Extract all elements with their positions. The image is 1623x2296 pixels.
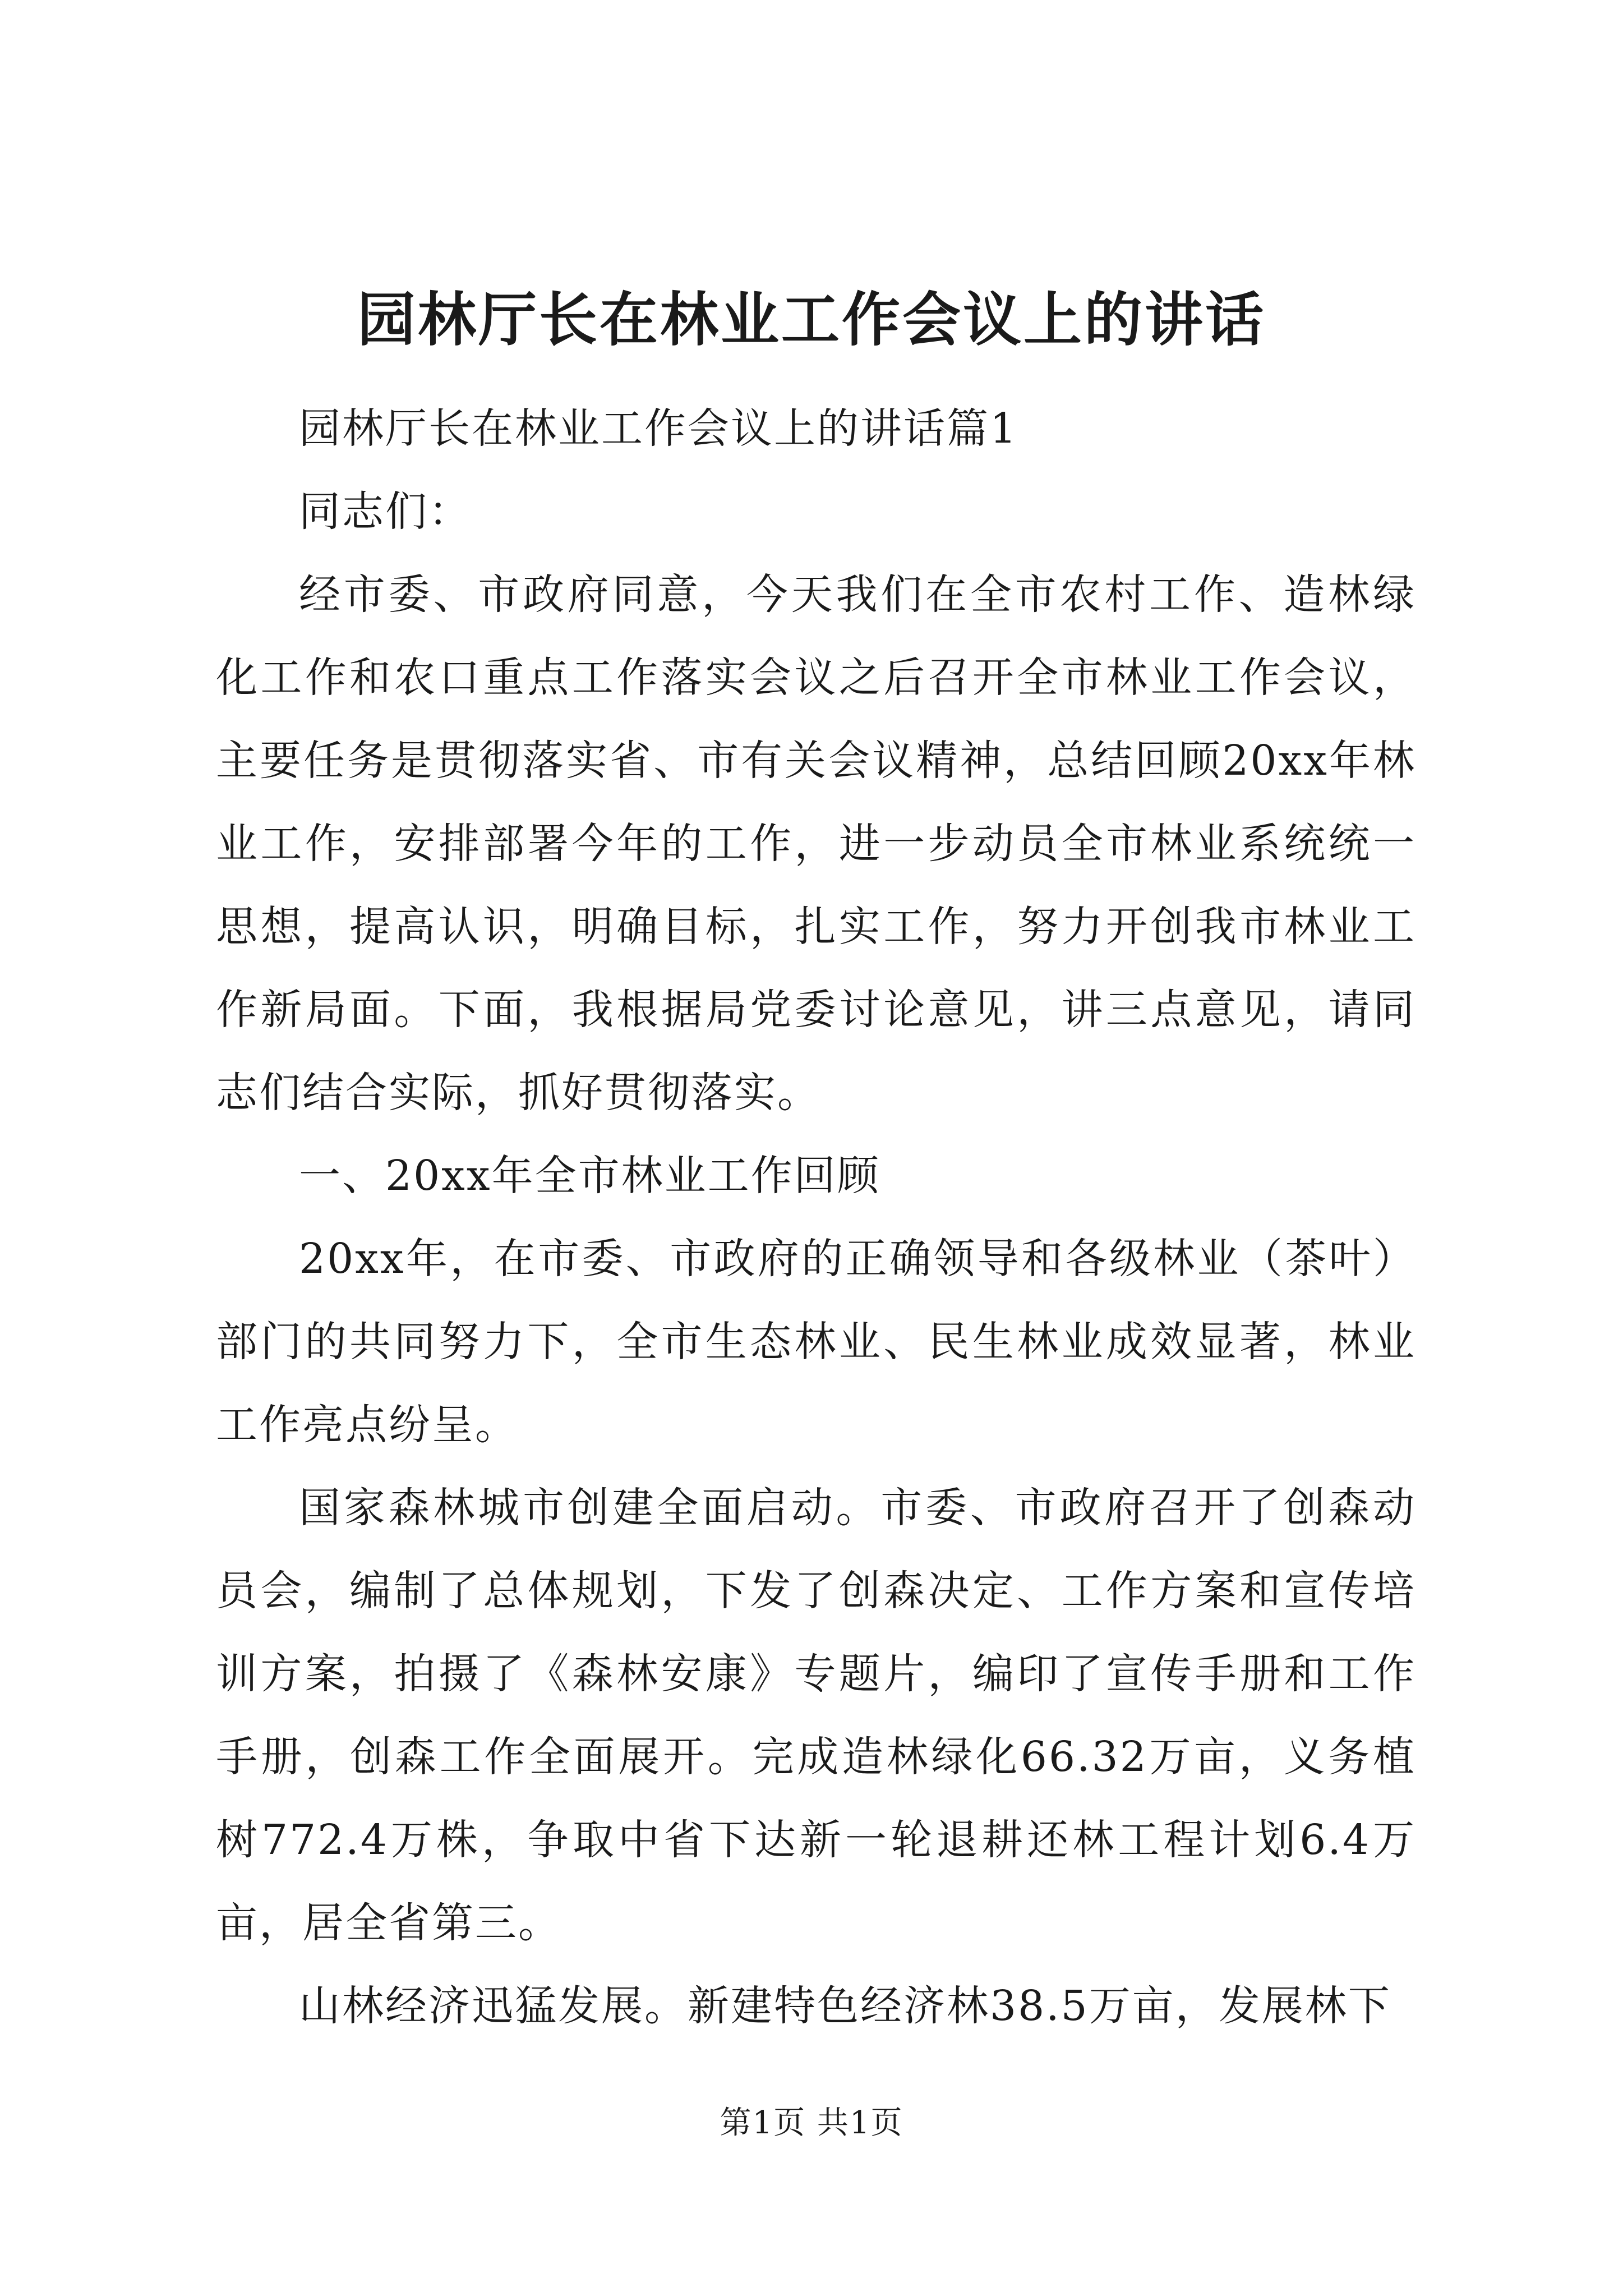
forest-city-paragraph: 国家森林城市创建全面启动。市委、市政府召开了创森动员会，编制了总体规划，下发了创森决定、工作方案和宣传培训方案，拍摄了《森林安康》专题片，编印了宣传手册和工作手册，创森工作全面展开。完成造林绿化66.32万亩，义务植树772.4万株，争取中省下达新一轮退耕还林工程计划6.4万亩，居全省第三。 [216, 1484, 1416, 1947]
document-title: 园林厅长在林业工作会议上的讲话 [357, 285, 1266, 354]
document-body [216, 387, 1416, 2047]
section-heading: 一、20xx年全市林业工作回顾 [299, 1152, 880, 1200]
review-paragraph: 20xx年，在市委、市政府的正确领导和各级林业（茶叶）部门的共同努力下，全市生态林业、民生林业成效显著，林业工作亮点纷呈。 [216, 1235, 1416, 1449]
forest-economy-paragraph: 山林经济迅猛发展。新建特色经济林38.5万亩，发展林下 [299, 1982, 1391, 2030]
subtitle-paragraph: 园林厅长在林业工作会议上的讲话篇1 [299, 404, 1018, 453]
greeting-paragraph: 同志们： [299, 487, 472, 536]
page-footer: 第1页 共1页 [720, 2105, 903, 2141]
intro-paragraph: 经市委、市政府同意，今天我们在全市农村工作、造林绿化工作和农口重点工作落实会议之后召开全市林业工作会议，主要任务是贯彻落实省、市有关会议精神，总结回顾20xx年林业工作，安排部署今年的工作，进一步动员全市林业系统统一思想，提高认识，明确目标，扎实工作，努力开创我市林业工作新局面。下面，我根据局党委讨论意见，讲三点意见，请同志们结合实际，抓好贯彻落实。 [216, 570, 1416, 1117]
